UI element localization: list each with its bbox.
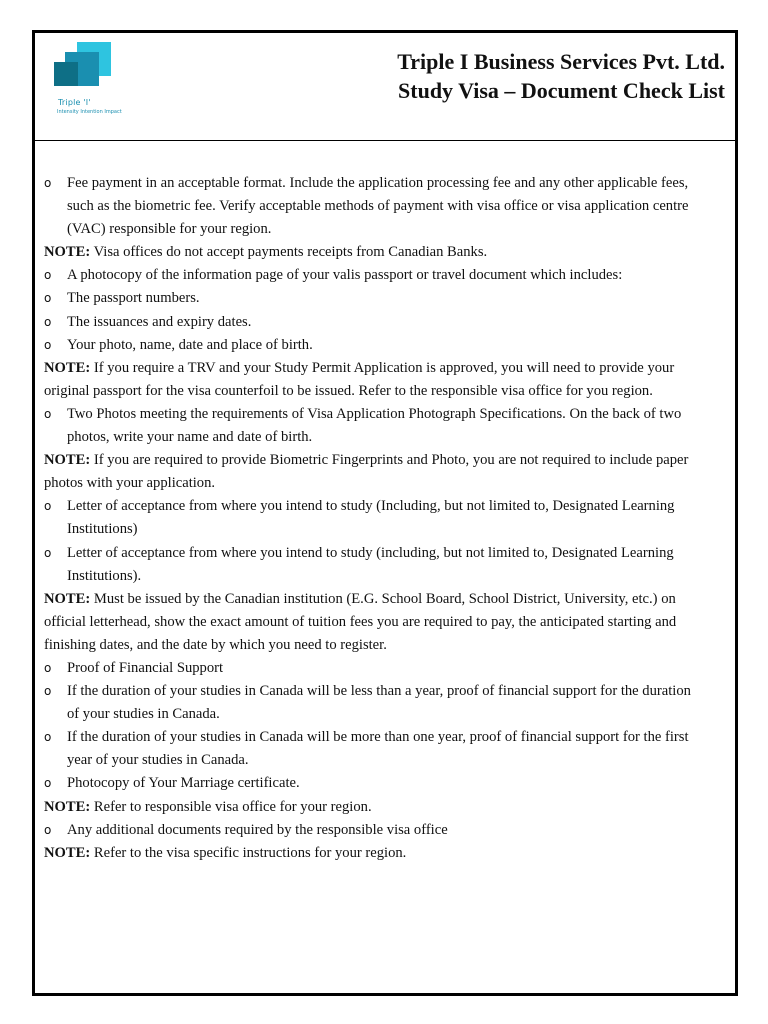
note-label: NOTE: [44, 244, 91, 261]
logo-text: Triple 'I' [58, 98, 91, 107]
checklist-item [44, 403, 692, 449]
checklist-item [44, 495, 692, 541]
bullet-icon: o [44, 268, 52, 283]
bullet-icon: o [44, 499, 52, 514]
checklist-item-text: Fee payment in an acceptable format. Include the application processing fee and any other applicable fees, such as the biometric fee. Verify acceptable methods of payment with visa office or visa application centre (VAC) responsible for your region. [67, 175, 689, 238]
checklist-item [44, 726, 692, 772]
logo-squares-icon [49, 41, 119, 97]
checklist-item [44, 657, 692, 680]
checklist-item-text: Letter of acceptance from where you intend to study (including, but not limited to, Designated Learning Institutions). [67, 544, 674, 584]
checklist-item [44, 311, 692, 334]
checklist-item-text: A photocopy of the information page of your valis passport or travel document which includes: [67, 267, 623, 284]
checklist-item [44, 542, 692, 588]
note-label: NOTE: [44, 798, 91, 815]
checklist-item-text: The issuances and expiry dates. [67, 313, 252, 330]
checklist-item [44, 287, 692, 310]
note [44, 796, 692, 819]
checklist-body [44, 172, 692, 865]
page-title [397, 47, 725, 105]
checklist-item-text: Any additional documents required by the responsible visa office [67, 821, 448, 838]
title-line-2: Study Visa – Document Check List [398, 78, 725, 103]
checklist-item-text: Proof of Financial Support [67, 659, 224, 676]
note [44, 842, 692, 865]
logo-tagline: Intensity Intention Impact [57, 109, 122, 115]
checklist-item [44, 772, 692, 795]
note-text: Refer to the visa specific instructions for your region. [90, 844, 407, 861]
note-text: Must be issued by the Canadian institution (E.G. School Board, School District, University, etc.) on official letterhead, show the exact amount of tuition fees you are required to pay, the anticipated starting and finishing dates, and the date by which you need to register. [44, 590, 677, 653]
note-label: NOTE: [44, 359, 91, 376]
note-text: Refer to responsible visa office for your region. [90, 798, 372, 815]
checklist-item [44, 334, 692, 357]
bullet-icon: o [44, 406, 52, 421]
bullet-icon: o [44, 291, 52, 306]
bullet-icon: o [44, 730, 52, 745]
bullet-icon: o [44, 337, 52, 352]
note [44, 588, 692, 657]
note [44, 241, 692, 264]
checklist-item [44, 264, 692, 287]
title-line-1: Triple I Business Services Pvt. Ltd. [397, 49, 725, 74]
note-label: NOTE: [44, 452, 91, 469]
checklist-item-text: Two Photos meeting the requirements of Visa Application Photograph Specifications. On the back of two photos, write your name and date of birth. [67, 405, 682, 446]
header-divider [35, 140, 735, 141]
checklist-item-text: If the duration of your studies in Canada will be less than a year, proof of financial support for the duration of your studies in Canada. [67, 683, 691, 723]
bullet-icon: o [44, 776, 52, 791]
checklist-item-text: Photocopy of Your Marriage certificate. [67, 775, 300, 792]
company-logo [49, 41, 149, 115]
bullet-icon: o [44, 822, 52, 837]
note [44, 449, 692, 495]
checklist-item-text: If the duration of your studies in Canada will be more than one year, proof of financial support for the first year of your studies in Canada. [67, 729, 689, 769]
bullet-icon: o [44, 660, 52, 675]
note-label: NOTE: [44, 590, 91, 607]
checklist-item [44, 819, 692, 842]
note-label: NOTE: [44, 844, 91, 861]
note-text: If you require a TRV and your Study Permit Application is approved, you will need to provide your original passport for the visa counterfoil to be issued. Refer to the responsible visa office for you region. [44, 359, 675, 399]
note-text: If you are required to provide Biometric Fingerprints and Photo, you are not required to include paper photos with your application. [44, 452, 689, 492]
bullet-icon: o [44, 176, 52, 190]
bullet-icon: o [44, 314, 52, 329]
checklist-item [44, 172, 692, 241]
note-text: Visa offices do not accept payments receipts from Canadian Banks. [90, 244, 488, 261]
bullet-icon: o [44, 684, 52, 699]
checklist-item [44, 680, 692, 726]
note [44, 357, 692, 403]
checklist-item-text: Letter of acceptance from where you intend to study (Including, but not limited to, Designated Learning Institutions) [67, 498, 675, 538]
bullet-icon: o [44, 545, 52, 560]
checklist-item-text: Your photo, name, date and place of birth. [67, 336, 313, 353]
checklist-item-text: The passport numbers. [67, 290, 200, 307]
